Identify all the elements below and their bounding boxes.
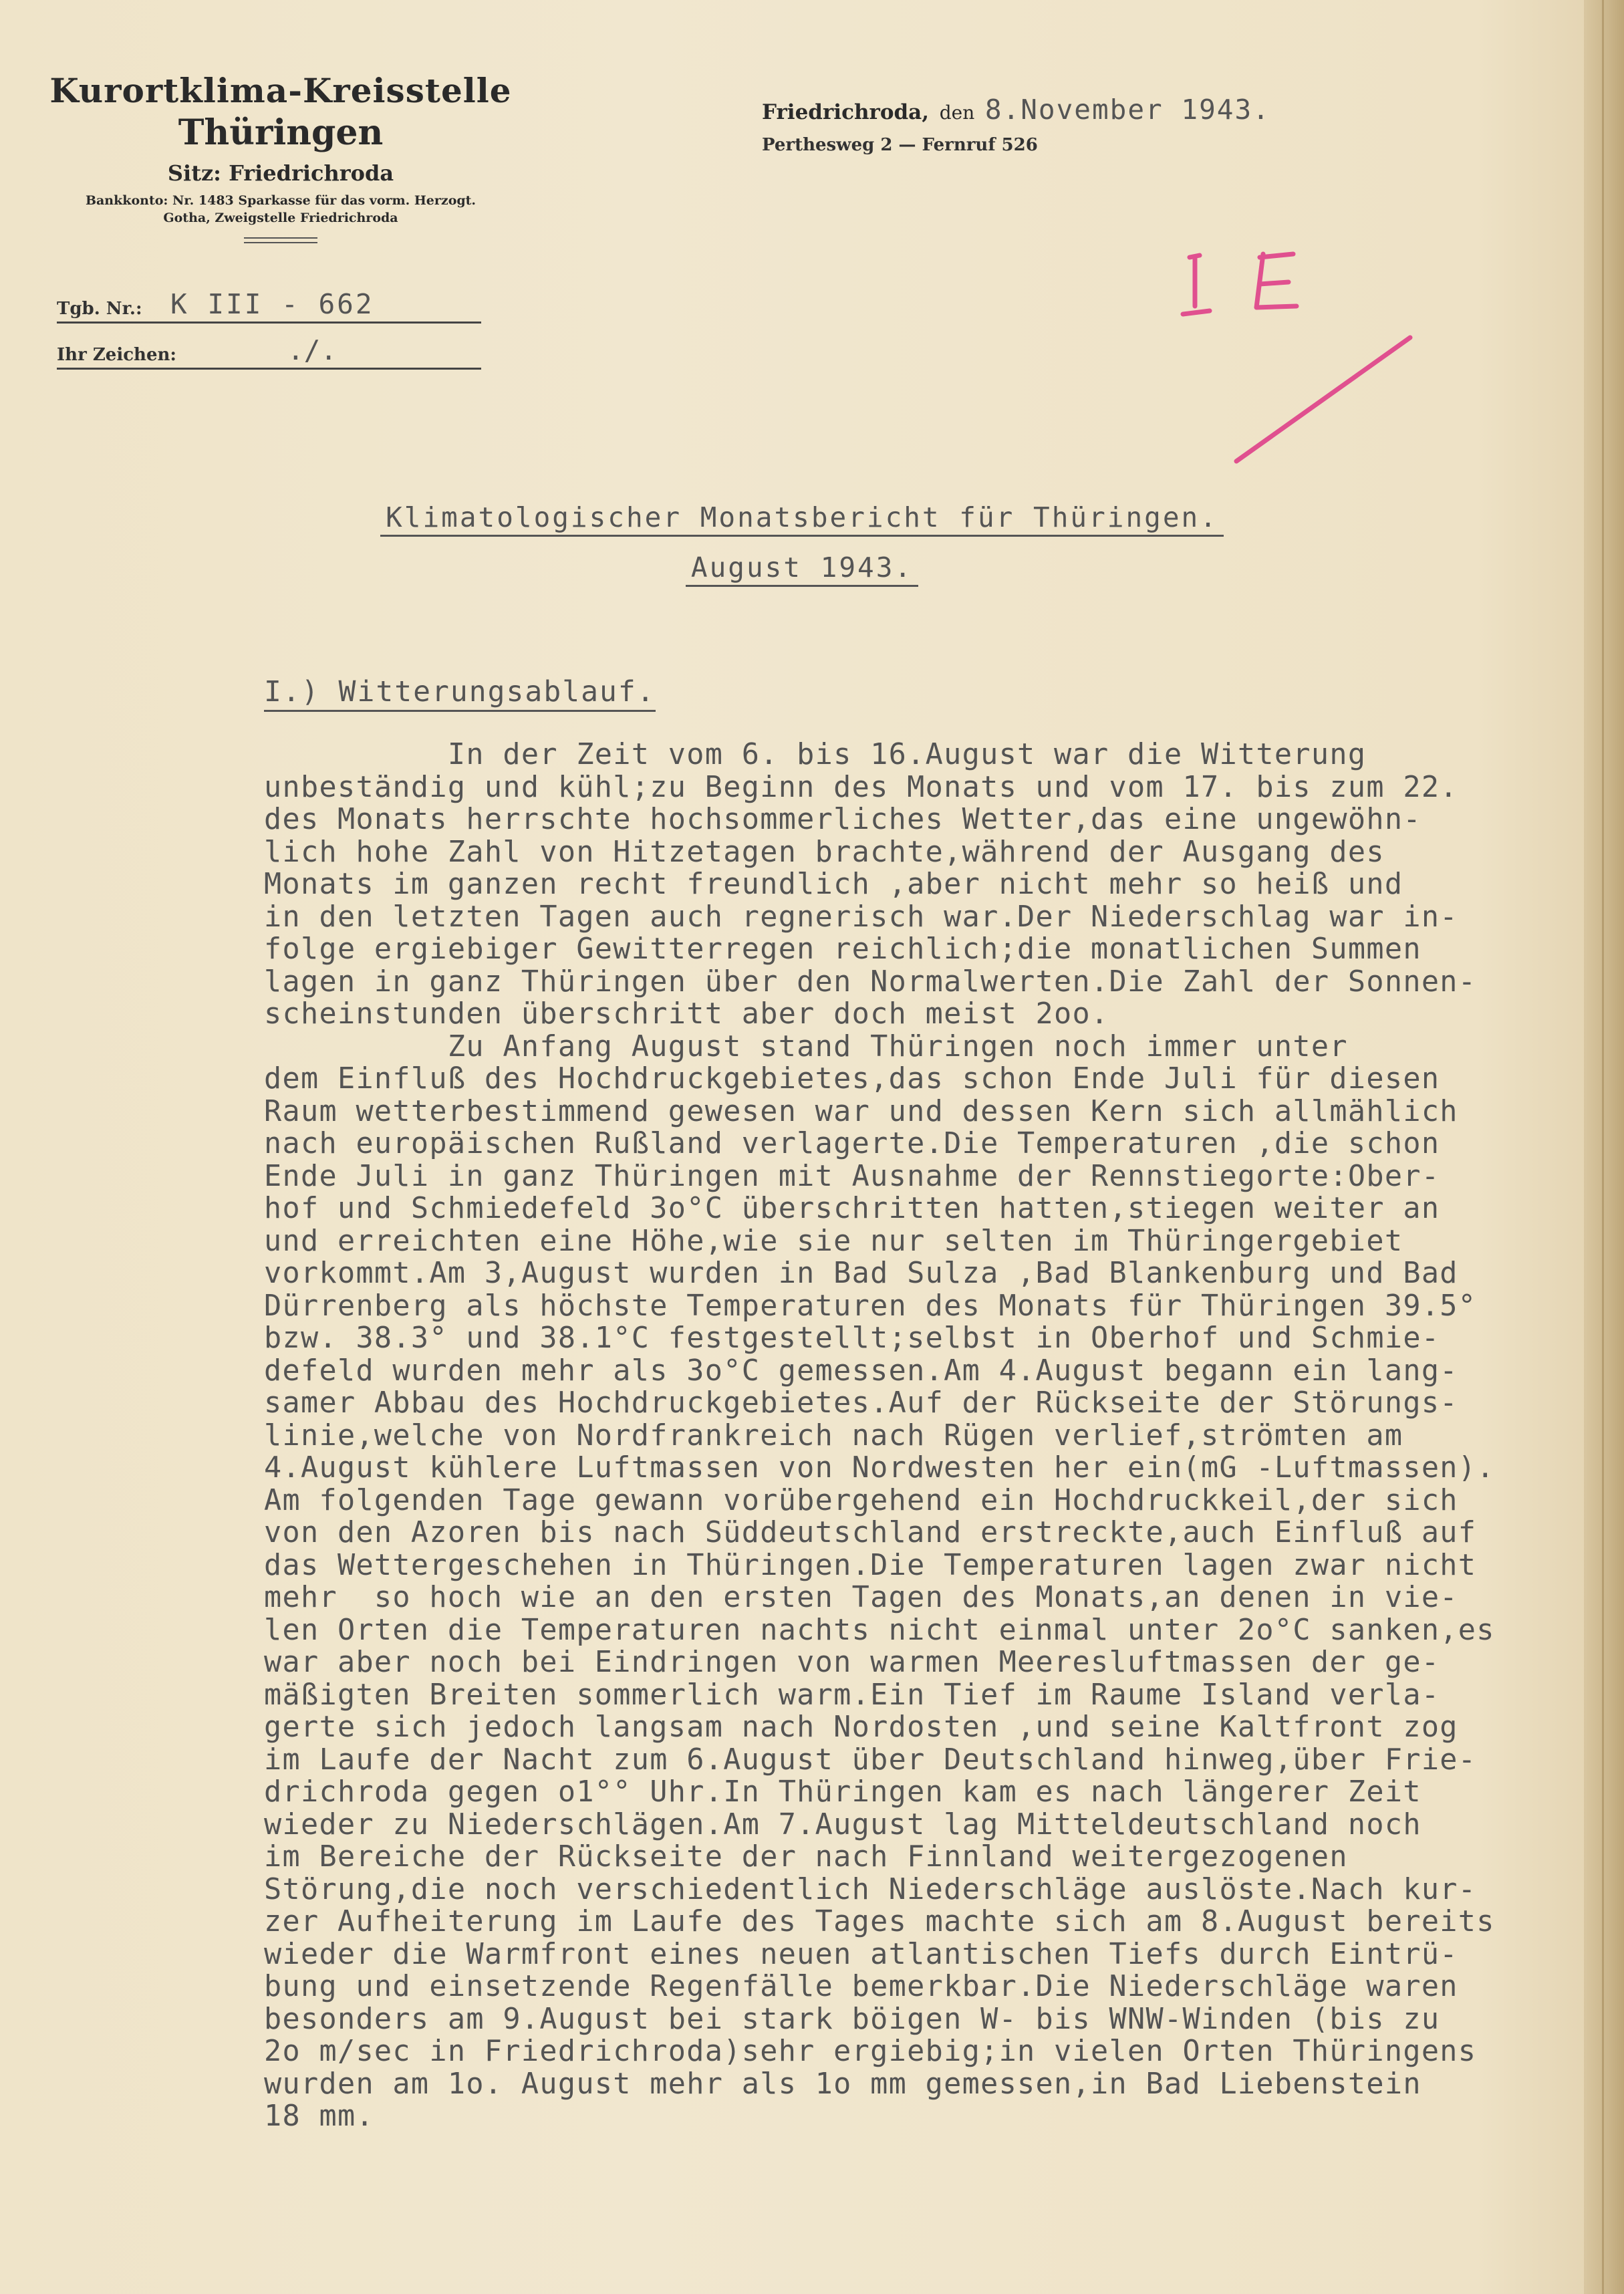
report-body bbox=[264, 739, 1594, 2133]
letterhead-org-line1: Kurortklima-Kreisstelle bbox=[49, 71, 512, 110]
body-text-line: 18 mm. bbox=[264, 2099, 374, 2133]
section-heading-text: I.) Witterungsablauf. bbox=[264, 675, 656, 712]
body-text-line: des Monats herrschte hochsommerliches Wetter,das eine ungewöhn- bbox=[264, 803, 1422, 836]
body-text-line: lagen in ganz Thüringen über den Normalwerten.Die Zahl der Sonnen- bbox=[264, 965, 1477, 999]
body-text-line: bzw. 38.3° und 38.1°C festgestellt;selbst in Oberhof und Schmie- bbox=[264, 1321, 1440, 1355]
your-reference-label: Ihr Zeichen: bbox=[57, 345, 176, 365]
body-text-line: in den letzten Tagen auch regnerisch war.Der Niederschlag war in- bbox=[264, 900, 1458, 934]
handwritten-mark-icon bbox=[1136, 227, 1484, 481]
body-text-line: Zu Anfang August stand Thüringen noch immer unter bbox=[264, 1029, 1348, 1063]
body-text-line: Monats im ganzen recht freundlich ,aber nicht mehr so heiß und bbox=[264, 868, 1403, 901]
body-text-line: wieder die Warmfront eines neuen atlantischen Tiefs durch Eintrü- bbox=[264, 1937, 1458, 1971]
body-text-line: unbeständig und kühl;zu Beginn des Monats und vom 17. bis zum 22. bbox=[264, 770, 1458, 804]
journal-number-label: Tgb. Nr.: bbox=[57, 299, 142, 319]
section-heading bbox=[264, 675, 656, 709]
journal-number-field bbox=[57, 284, 481, 324]
body-text-line: im Laufe der Nacht zum 6.August über Deutschland hinweg,über Frie- bbox=[264, 1743, 1477, 1777]
mark-letter-i bbox=[1183, 255, 1210, 314]
page-edge-line bbox=[1602, 0, 1604, 2294]
body-text-line: samer Abbau des Hochdruckgebietes.Auf der Rückseite der Störungs- bbox=[264, 1386, 1458, 1420]
letterhead-seat: Sitz: Friedrichroda bbox=[167, 160, 394, 186]
letterhead-divider bbox=[244, 237, 317, 239]
your-reference-field bbox=[57, 329, 481, 370]
body-text-line: nach europäischen Rußland verlagerte.Die Temperaturen ,die schon bbox=[264, 1127, 1440, 1160]
body-text-line: war aber noch bei Eindringen von warmen Meeresluftmassen der ge- bbox=[264, 1646, 1440, 1679]
body-text-line: besonders am 9.August bei stark böigen W- bis WNW-Winden (bis zu bbox=[264, 2002, 1440, 2036]
body-text-line: Dürrenberg als höchste Temperaturen des Monats für Thüringen 39.5° bbox=[264, 1289, 1477, 1323]
body-text-line: wurden am 1o. August mehr als 1o mm gemessen,in Bad Liebenstein bbox=[264, 2067, 1422, 2101]
place-date-line bbox=[762, 94, 1270, 126]
place-name: Friedrichroda, bbox=[762, 100, 930, 124]
body-text-line: scheinstunden überschritt aber doch meist 2oo. bbox=[264, 997, 1109, 1031]
body-text-line: 4.August kühlere Luftmassen von Nordwesten her ein(mG -Luftmassen). bbox=[264, 1451, 1495, 1485]
report-subtitle bbox=[0, 551, 1604, 584]
body-text-line: und erreichten eine Höhe,wie sie nur selten im Thüringergebiet bbox=[264, 1224, 1403, 1258]
body-text-line: vorkommt.Am 3,August wurden in Bad Sulza ,Bad Blankenburg und Bad bbox=[264, 1257, 1458, 1290]
date-prefix: den bbox=[939, 102, 975, 124]
body-text-line: wieder zu Niederschlägen.Am 7.August lag Mitteldeutschland noch bbox=[264, 1807, 1422, 1841]
body-text-line: zer Aufheiterung im Laufe des Tages machte sich am 8.August bereits bbox=[264, 1905, 1495, 1938]
body-text-line: folge ergiebiger Gewitterregen reichlich;die monatlichen Summen bbox=[264, 932, 1422, 966]
mark-letter-e bbox=[1256, 254, 1297, 307]
letterhead-bank-line1: Bankkonto: Nr. 1483 Sparkasse für das vorm. Herzogt. bbox=[85, 193, 477, 208]
body-text-line: 2o m/sec in Friedrichroda)sehr ergiebig;in vielen Orten Thüringens bbox=[264, 2035, 1477, 2068]
your-reference-value: ./. bbox=[287, 334, 337, 366]
letter-date: 8.November 1943. bbox=[984, 94, 1270, 126]
letterhead-bank-line2: Gotha, Zweigstelle Friedrichroda bbox=[163, 211, 398, 225]
body-text-line: hof und Schmiedefeld 3o°C überschritten hatten,stiegen weiter an bbox=[264, 1192, 1440, 1225]
body-text-line: Störung,die noch verschiedentlich Niederschläge auslöste.Nach kur- bbox=[264, 1872, 1477, 1906]
body-text-line: linie,welche von Nordfrankreich nach Rügen verlief,strömten am bbox=[264, 1418, 1403, 1452]
letterhead-org-line2: Thüringen bbox=[178, 112, 384, 153]
body-text-line: defeld wurden mehr als 3o°C gemessen.Am 4.August begann ein lang- bbox=[264, 1354, 1458, 1388]
journal-number-value: K III - 662 bbox=[170, 288, 374, 320]
mark-slash bbox=[1236, 338, 1410, 461]
body-text-line: im Bereiche der Rückseite der nach Finnland weitergezogenen bbox=[264, 1840, 1348, 1874]
body-text-line: von den Azoren bis nach Süddeutschland erstreckte,auch Einfluß auf bbox=[264, 1516, 1477, 1549]
body-text-line: mäßigten Breiten sommerlich warm.Ein Tief im Raume Island verla- bbox=[264, 1678, 1440, 1712]
body-text-line: bung und einsetzende Regenfälle bemerkbar.Die Niederschläge waren bbox=[264, 1970, 1458, 2003]
report-subtitle-text: August 1943. bbox=[686, 551, 918, 587]
body-text-line: das Wettergeschehen in Thüringen.Die Temperaturen lagen zwar nicht bbox=[264, 1548, 1477, 1582]
address-line: Perthesweg 2 — Fernruf 526 bbox=[762, 135, 1038, 155]
body-text-line: Raum wetterbestimmend gewesen war und dessen Kern sich allmählich bbox=[264, 1094, 1458, 1128]
body-text-line: len Orten die Temperaturen nachts nicht einmal unter 2o°C sanken,es bbox=[264, 1613, 1495, 1647]
body-text-line: Am folgenden Tage gewann vorübergehend ein Hochdruckkeil,der sich bbox=[264, 1483, 1458, 1517]
body-text-line: Ende Juli in ganz Thüringen mit Ausnahme der Rennstiegorte:Ober- bbox=[264, 1159, 1440, 1193]
body-text-line: gerte sich jedoch langsam nach Nordosten ,und seine Kaltfront zog bbox=[264, 1710, 1458, 1744]
report-title-text: Klimatologischer Monatsbericht für Thüringen. bbox=[380, 501, 1224, 537]
letterhead bbox=[47, 70, 515, 239]
body-text-line: lich hohe Zahl von Hitzetagen brachte,während der Ausgang des bbox=[264, 835, 1385, 869]
body-text-line: In der Zeit vom 6. bis 16.August war die Witterung bbox=[264, 738, 1367, 771]
body-text-line: mehr so hoch wie an den ersten Tagen des Monats,an denen in vie- bbox=[264, 1581, 1458, 1614]
report-title bbox=[0, 501, 1604, 533]
body-text-line: drichroda gegen o1°° Uhr.In Thüringen kam es nach längerer Zeit bbox=[264, 1775, 1422, 1809]
body-text-line: dem Einfluß des Hochdruckgebietes,das schon Ende Juli für diesen bbox=[264, 1062, 1440, 1096]
